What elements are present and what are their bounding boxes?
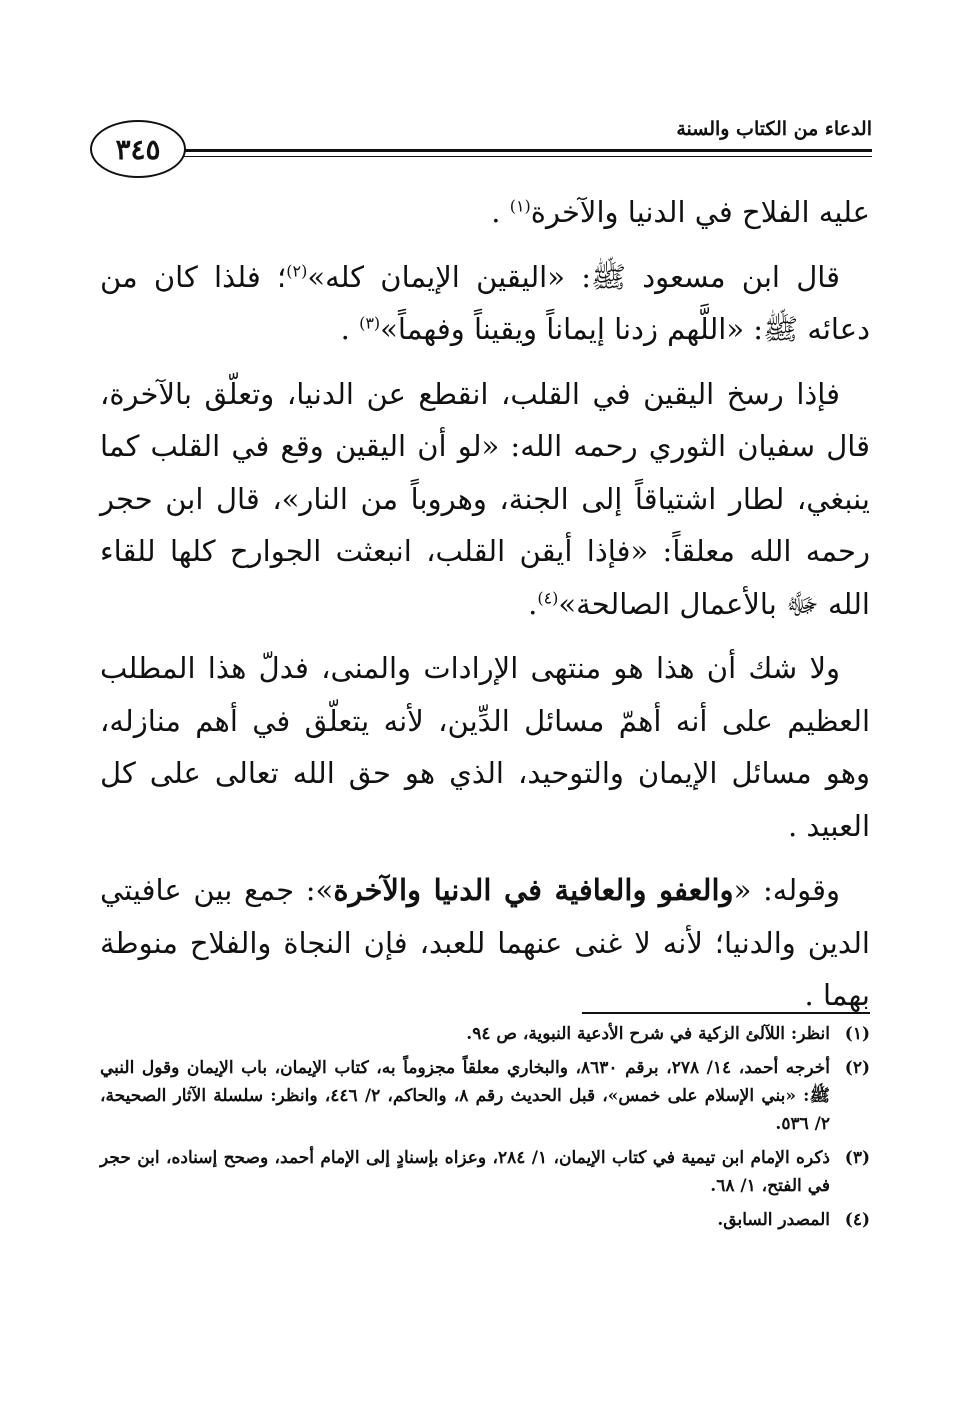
quoted-phrase: والعفو والعافية في الدنيا والآخرة <box>333 873 734 907</box>
main-text <box>100 186 870 1022</box>
footnote-ref-1: (١) <box>509 196 531 216</box>
paragraph-2: قال ابن مسعود ﷺ: «اليقين الإيمان كله»$^{(٢)}$؛ فلذا كان من دعائه ﷺ: «اللَّهم زدنا إيماناً ويقيناً وفهماً»$^{(٣)}$ . <box>100 259 870 346</box>
footnote-text: ذكره الإمام ابن تيمية في كتاب الإيمان، ١/ ٢٨٤، وعزاه بإسنادٍ إلى الإمام أحمد، وصحح إسناده، ابن حجر في الفتح، ١/ ٦٨. <box>100 1148 830 1196</box>
footnote-2 <box>100 1054 870 1138</box>
footnote-text: المصدر السابق. <box>717 1210 830 1230</box>
page-number-oval <box>90 120 186 178</box>
paragraph-3: فإذا رسخ اليقين في القلب، انقطع عن الدنيا، وتعلّق بالآخرة، قال سفيان الثوري رحمه الله: «لو أن اليقين وقع في القلب كما ينبغي، لطار اشتياقاً إلى الجنة، وهروباً من النار»، قال ابن حجر رحمه الله معلقاً: «فإذا أيقن القلب، انبعثت الجوارح كلها للقاء الله ﷻ بالأعمال الصالحة»$^{(٤)}$. <box>100 376 870 621</box>
header-rule-thick <box>184 149 872 152</box>
page-number: ٣٤٥ <box>115 132 161 166</box>
paragraph-5: وقوله: «والعفو والعافية في الدنيا والآخرة»: جمع بين عافيتي الدين والدنيا؛ لأنه لا غنى عنهما للعبد، فإن النجاة والفلاح منوطة بهما . <box>100 873 870 1012</box>
header-rule-thin <box>184 156 872 157</box>
book-title: الدعاء من الكتاب والسنة <box>676 118 872 140</box>
footnote-number: (٤) <box>844 1210 870 1230</box>
footnote-text: انظر: اللآلئ الزكية في شرح الأدعية النبوية، ص ٩٤. <box>466 1024 830 1044</box>
footnote-number: (٣) <box>844 1148 870 1168</box>
footnote-text: أخرجه أحمد، ١٤/ ٢٧٨، برقم ٨٦٣٠، والبخاري معلقاً مجزوماً به، كتاب الإيمان، باب الإيمان وقول النبي ﷺ: «بني الإسلام على خمس»، قبل الحديث رقم ٨، والحاكم، ٢/ ٤٤٦، وانظر: سلسلة الآثار الصحيحة، ٢/ ٥٣٦. <box>100 1058 830 1134</box>
page-header <box>90 112 872 192</box>
footnote-ref-3: (٣) <box>359 313 381 333</box>
footnote-3 <box>100 1144 870 1200</box>
footnote-1 <box>100 1020 870 1048</box>
paragraph-1: عليه الفلاح في الدنيا والآخرة$^{(١)}$ . <box>491 195 870 229</box>
paragraph-4: ولا شك أن هذا هو منتهى الإرادات والمنى، فدلّ هذا المطلب العظيم على أنه أهمّ مسائل الدِّين، لأنه يتعلّق في أهم منازله، وهو مسائل الإيمان والتوحيد، الذي هو حق الله تعالى على كل العبيد . <box>100 651 870 843</box>
footnote-ref-2: (٢) <box>286 260 308 280</box>
footnote-separator <box>582 1012 870 1014</box>
footnote-ref-4: (٤) <box>537 587 559 607</box>
footnote-number: (١) <box>844 1024 870 1044</box>
footnotes <box>100 1020 870 1240</box>
footnote-4 <box>100 1206 870 1234</box>
footnote-number: (٢) <box>844 1058 870 1078</box>
